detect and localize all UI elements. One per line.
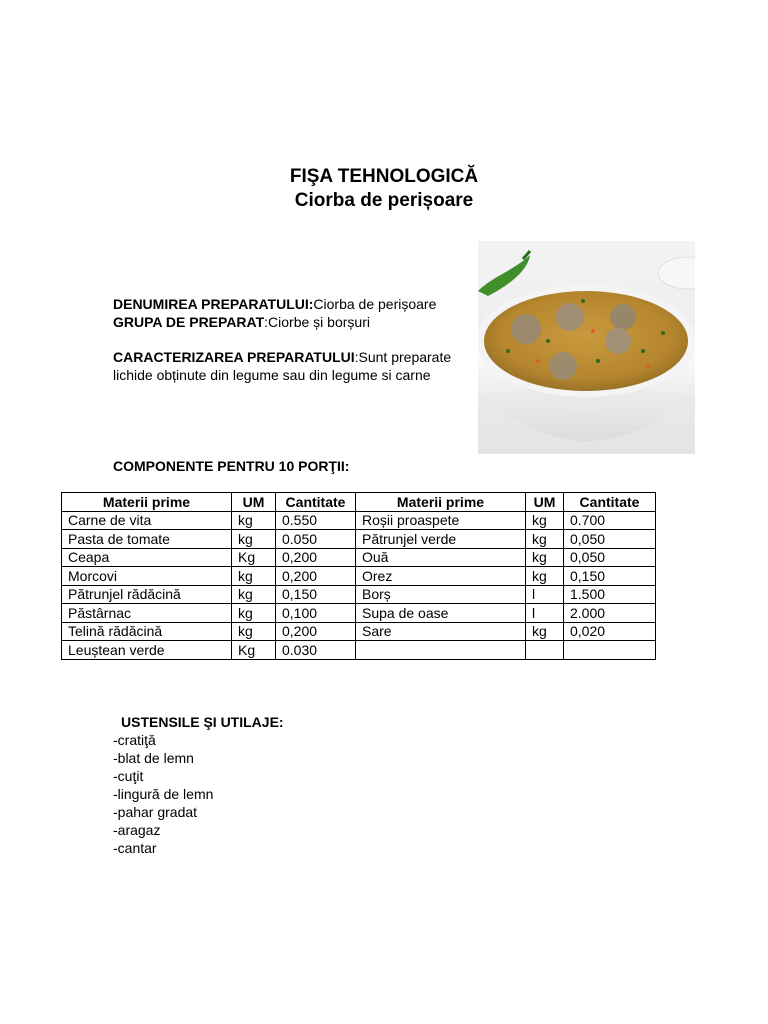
list-item: -lingură de lemn	[113, 786, 214, 802]
table-cell: 2.000	[564, 604, 656, 623]
tools-heading: USTENSILE ŞI UTILAJE:	[121, 714, 284, 730]
table-cell: Păstârnac	[62, 604, 232, 623]
table-cell: kg	[232, 530, 276, 549]
table-body	[62, 511, 656, 659]
document-subtitle: Ciorba de perișoare	[294, 190, 474, 211]
table-cell: Kg	[232, 641, 276, 660]
table-cell: Leuștean verde	[62, 641, 232, 660]
table-cell	[526, 641, 564, 660]
list-item: -cuţit	[113, 768, 144, 784]
soup-bowl-illustration	[478, 241, 695, 454]
table-cell	[356, 641, 526, 660]
dish-name	[113, 295, 436, 313]
table-cell: 0,200	[276, 622, 356, 641]
table-cell: kg	[232, 567, 276, 586]
components-heading: COMPONENTE PENTRU 10 PORŢII:	[113, 458, 350, 474]
table-row	[62, 622, 656, 641]
table-row	[62, 567, 656, 586]
soup-bowl-photo	[478, 241, 695, 454]
table-cell: 0.700	[564, 511, 656, 530]
dish-name-value: Ciorba de perișoare	[313, 296, 437, 312]
table-row	[62, 604, 656, 623]
header-um: UM	[526, 493, 564, 512]
table-cell: Morcovi	[62, 567, 232, 586]
header-materii-prime: Materii prime	[62, 493, 232, 512]
table-cell: Borș	[356, 585, 526, 604]
table-row	[62, 548, 656, 567]
table-cell: kg	[232, 511, 276, 530]
table-cell: 0.550	[276, 511, 356, 530]
list-item: -cantar	[113, 840, 157, 856]
table-cell: kg	[232, 604, 276, 623]
table-cell: Ceapa	[62, 548, 232, 567]
table-row	[62, 641, 656, 660]
list-item: -aragaz	[113, 822, 161, 838]
table-cell: Ouă	[356, 548, 526, 567]
table-cell: 0,050	[564, 530, 656, 549]
dish-name-label: DENUMIREA PREPARATULUI:	[113, 296, 314, 312]
table-cell: 0,100	[276, 604, 356, 623]
dish-group-value: :Ciorbe și borșuri	[264, 314, 370, 330]
table-cell: l	[526, 585, 564, 604]
table-cell: Pasta de tomate	[62, 530, 232, 549]
table-cell: Roșii proaspete	[356, 511, 526, 530]
table-row	[62, 511, 656, 530]
table-row	[62, 585, 656, 604]
table-cell: Pătrunjel rădăcină	[62, 585, 232, 604]
table-cell: 0,150	[564, 567, 656, 586]
table-cell: kg	[526, 511, 564, 530]
header-materii-prime: Materii prime	[356, 493, 526, 512]
ingredients-table	[61, 492, 656, 660]
table-cell: kg	[526, 548, 564, 567]
table-row	[62, 530, 656, 549]
table-cell: kg	[526, 622, 564, 641]
dish-description	[113, 348, 473, 384]
document-title: FIŞA TEHNOLOGICĂ	[289, 166, 479, 187]
dish-description-label: CARACTERIZAREA PREPARATULUI	[113, 349, 355, 365]
dish-group-label: GRUPA DE PREPARAT	[113, 314, 265, 330]
table-header-row	[62, 493, 656, 512]
table-cell: 0,050	[564, 548, 656, 567]
table-cell: 0,020	[564, 622, 656, 641]
list-item: -pahar gradat	[113, 804, 198, 820]
table-cell: 0.030	[276, 641, 356, 660]
table-cell: Orez	[356, 567, 526, 586]
table-cell: Kg	[232, 548, 276, 567]
table-cell	[564, 641, 656, 660]
header-cantitate: Cantitate	[276, 493, 356, 512]
table-cell: kg	[526, 530, 564, 549]
header-cantitate: Cantitate	[564, 493, 656, 512]
table-cell: Carne de vita	[62, 511, 232, 530]
tools-list	[113, 731, 213, 857]
table-cell: kg	[526, 567, 564, 586]
table-cell: Telină rădăcină	[62, 622, 232, 641]
table-cell: Pătrunjel verde	[356, 530, 526, 549]
header-um: UM	[232, 493, 276, 512]
list-item: -cratiţă	[113, 732, 156, 748]
dish-description-value: :Sunt preparate lichide obținute din legume sau din legume si carne	[113, 349, 452, 383]
table-cell: 0,200	[276, 567, 356, 586]
table-cell: 0,150	[276, 585, 356, 604]
table-cell: 0,200	[276, 548, 356, 567]
table-cell: Sare	[356, 622, 526, 641]
table-cell: kg	[232, 585, 276, 604]
list-item: -blat de lemn	[113, 750, 194, 766]
dish-group	[113, 313, 370, 331]
table-cell: l	[526, 604, 564, 623]
table-cell: Supa de oase	[356, 604, 526, 623]
table-cell: kg	[232, 622, 276, 641]
table-cell: 1.500	[564, 585, 656, 604]
table-cell: 0.050	[276, 530, 356, 549]
